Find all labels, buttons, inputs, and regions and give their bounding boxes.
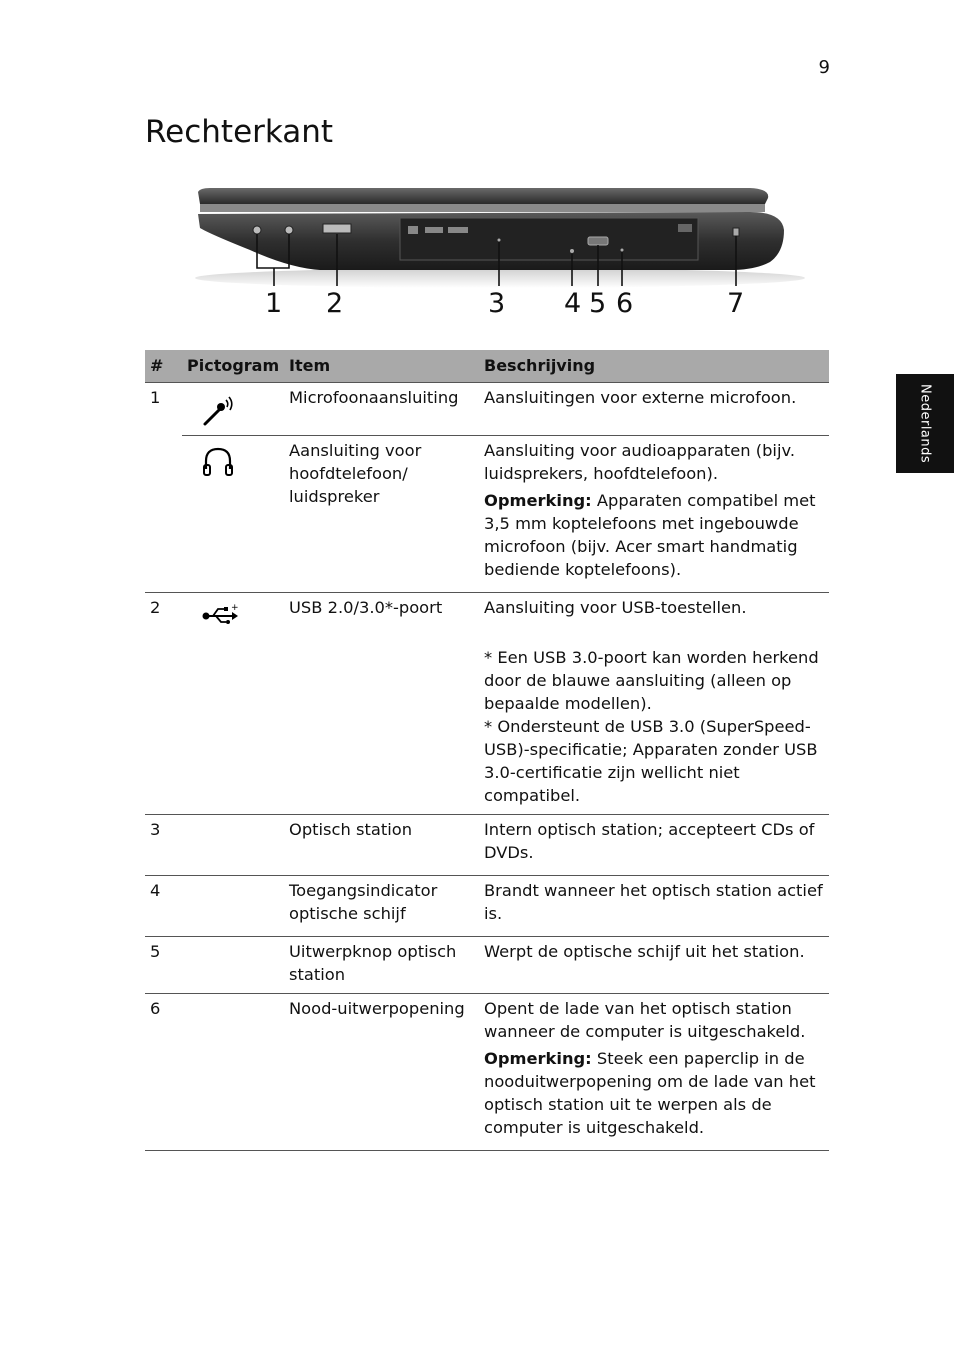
header-number: # xyxy=(145,350,182,383)
row-pictogram xyxy=(182,383,284,436)
row-item: Microfoonaansluiting xyxy=(284,383,479,436)
table-row xyxy=(145,593,829,815)
table-row xyxy=(145,937,829,994)
row-pictogram xyxy=(182,815,284,876)
description-text: Aansluiting voor USB-toestellen. xyxy=(484,598,747,617)
language-side-tab xyxy=(896,374,954,473)
row-number: 1 xyxy=(145,383,182,436)
row-description xyxy=(479,994,829,1151)
row-pictogram xyxy=(182,994,284,1151)
description-text: Aansluiting voor audioapparaten (bijv. luidsprekers, hoofdtelefoon). xyxy=(484,441,796,483)
language-label: Nederlands xyxy=(917,383,933,464)
callout-label: 3 xyxy=(488,288,506,319)
note-label: Opmerking: xyxy=(484,491,592,510)
mic-jack-port xyxy=(253,226,261,234)
table-row xyxy=(145,436,829,593)
row-description xyxy=(479,593,829,815)
header-description: Beschrijving xyxy=(479,350,829,383)
paragraph-spacer xyxy=(484,623,825,646)
header-pictogram: Pictogram xyxy=(182,350,284,383)
callout-label: 5 xyxy=(589,288,607,319)
usb-port xyxy=(323,224,351,233)
emergency-eject-hole xyxy=(621,249,624,252)
table-header-row xyxy=(145,350,829,383)
usb-icon xyxy=(201,602,239,626)
row-pictogram xyxy=(182,937,284,994)
kensington-slot xyxy=(733,228,739,236)
row-number: 3 xyxy=(145,815,182,876)
laptop-lid-edge xyxy=(200,204,765,212)
description-text: Opent de lade van het optisch station wanneer de computer is uitgeschakeld. xyxy=(484,999,806,1041)
row-number: 4 xyxy=(145,876,182,937)
table-row xyxy=(145,815,829,876)
table-row xyxy=(145,994,829,1151)
row-description xyxy=(479,383,829,436)
callout-label: 2 xyxy=(326,288,344,319)
row-item: USB 2.0/3.0*-poort xyxy=(284,593,479,815)
description-text: Werpt de optische schijf uit het station. xyxy=(484,942,805,961)
row-item: Uitwerpknop optisch station xyxy=(284,937,479,994)
row-item: Nood-uitwerpopening xyxy=(284,994,479,1151)
page-title: Rechterkant xyxy=(145,114,334,150)
callout-label: 4 xyxy=(564,288,582,319)
callout-label: 6 xyxy=(616,288,634,319)
description-note xyxy=(484,489,825,581)
row-description xyxy=(479,876,829,937)
description-note xyxy=(484,1047,825,1139)
description-text: Brandt wanneer het optisch station actief is. xyxy=(484,881,823,923)
callout-label: 1 xyxy=(265,288,283,319)
row-number: 6 xyxy=(145,994,182,1151)
row-pictogram xyxy=(182,876,284,937)
headphone-jack-port xyxy=(285,226,293,234)
description-text: Intern optisch station; accepteert CDs of DVDs. xyxy=(484,820,815,862)
row-number: 2 xyxy=(145,593,182,815)
drive-indicator-light xyxy=(570,249,574,253)
description-footnote: * Een USB 3.0-poort kan worden herkend door de blauwe aansluiting (alleen op bepaalde modellen). xyxy=(484,648,819,713)
note-text: Apparaten compatibel met 3,5 mm koptelefoons met ingebouwde microfoon (bijv. Acer smart handmatig bediende koptelefoons). xyxy=(484,491,816,579)
headphones-icon xyxy=(201,445,235,479)
laptop-lid xyxy=(198,188,768,204)
row-item: Toegangsindicator optische schijf xyxy=(284,876,479,937)
drive-center-mark xyxy=(498,239,501,242)
description-footnote: * Ondersteunt de USB 3.0 (SuperSpeed-USB)-specificatie; Apparaten zonder USB 3.0-certificatie zijn wellicht niet compatibel. xyxy=(484,717,818,805)
microphone-icon xyxy=(201,392,237,428)
row-number: 5 xyxy=(145,937,182,994)
page-number: 9 xyxy=(818,57,830,78)
row-description xyxy=(479,937,829,994)
drive-cd-logo xyxy=(678,224,692,232)
note-text: Steek een paperclip in de nooduitwerpopening om de lade van het optisch station uit te werpen als de computer is uitgeschakeld. xyxy=(484,1049,816,1137)
optical-drive-tray xyxy=(400,218,698,260)
row-pictogram xyxy=(182,436,284,593)
row-item: Optisch station xyxy=(284,815,479,876)
note-label: Opmerking: xyxy=(484,1049,592,1068)
laptop-right-side-illustration xyxy=(190,182,820,292)
row-item: Aansluiting voor hoofdtelefoon/ luidspreker xyxy=(284,436,479,593)
drive-eject-button xyxy=(588,237,608,245)
row-description xyxy=(479,815,829,876)
table-row xyxy=(145,876,829,937)
drive-logo-mark xyxy=(408,226,418,234)
row-description xyxy=(479,436,829,593)
svg-text:+: + xyxy=(231,603,239,613)
dvd-logo-mark xyxy=(425,227,443,233)
table-row xyxy=(145,383,829,436)
header-item: Item xyxy=(284,350,479,383)
row-pictogram xyxy=(182,593,284,815)
row-number xyxy=(145,436,182,593)
callout-label: 7 xyxy=(727,288,745,319)
description-text: Aansluitingen voor externe microfoon. xyxy=(484,388,797,407)
ports-table xyxy=(145,350,829,1151)
laptop-shadow xyxy=(195,268,805,288)
drive-text-mark xyxy=(448,227,468,233)
